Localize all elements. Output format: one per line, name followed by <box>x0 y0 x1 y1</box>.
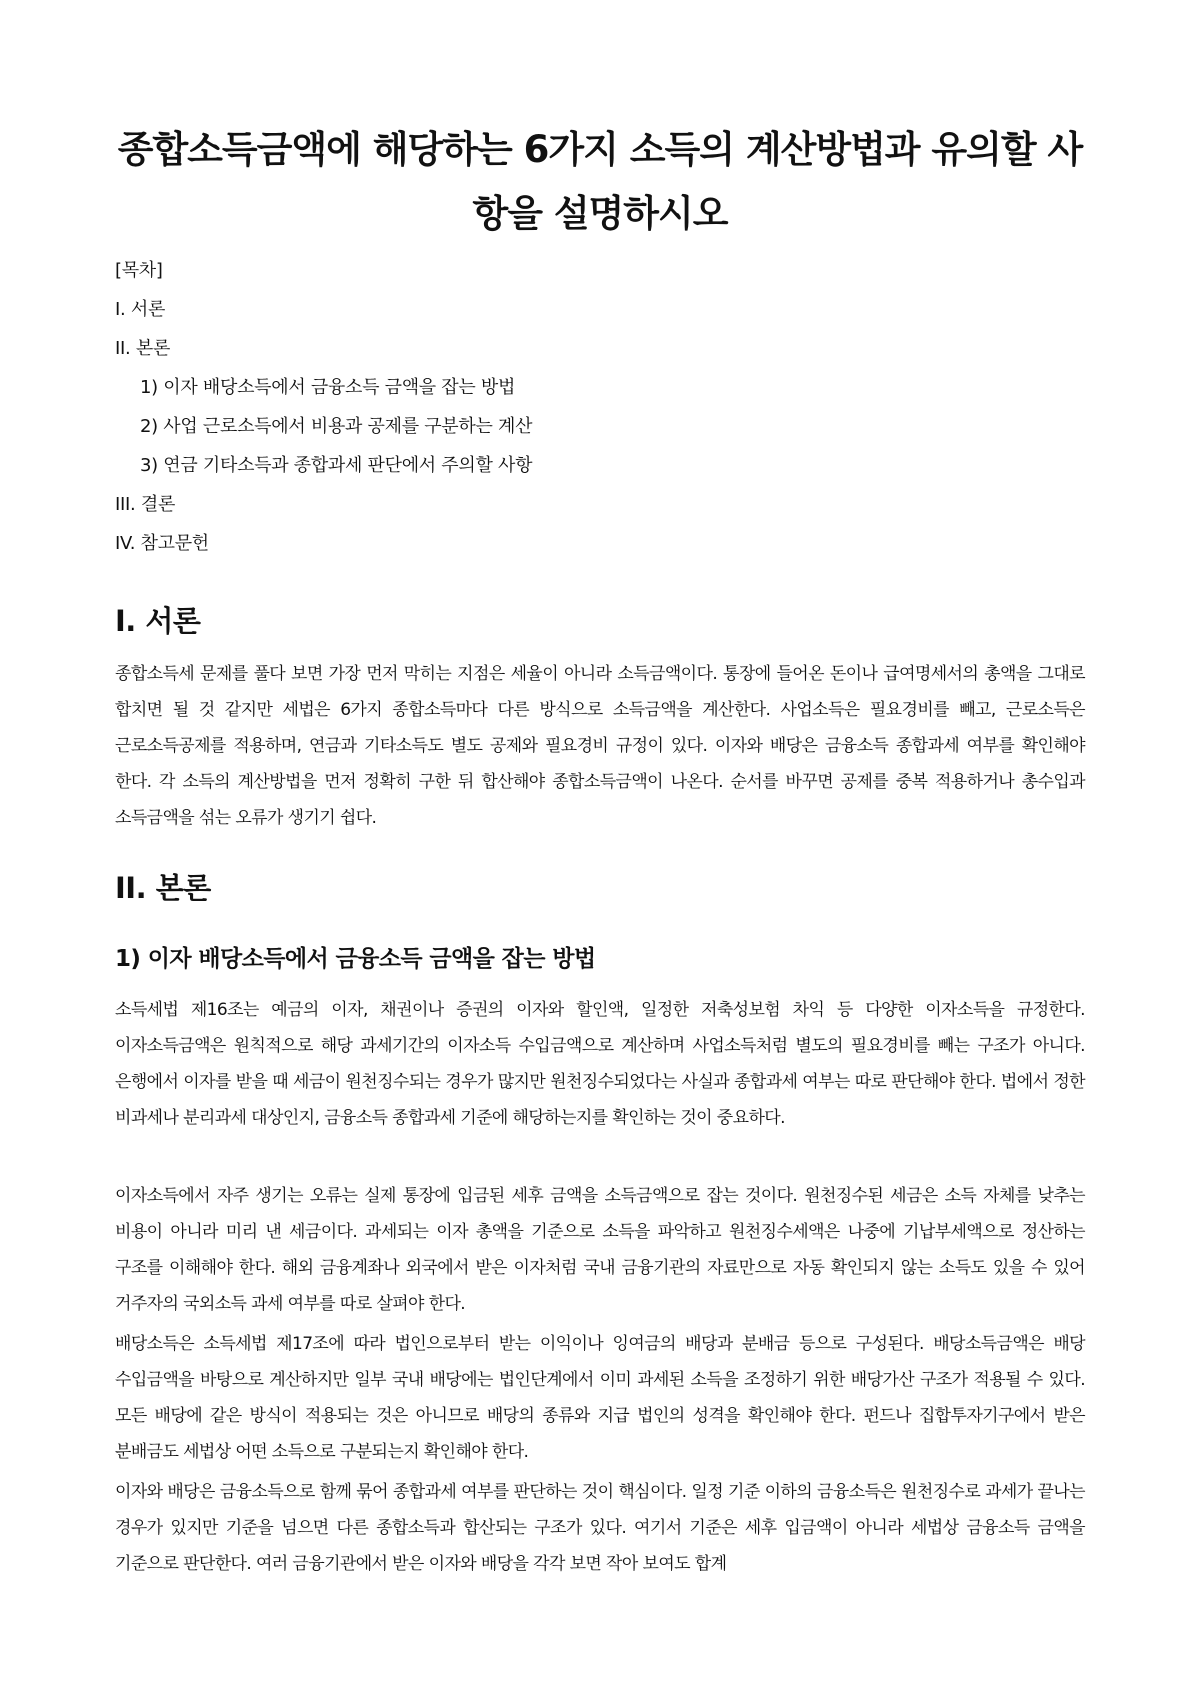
body-paragraph-interest-income: 소득세법 제16조는 예금의 이자, 채권이나 증권의 이자와 할인액, 일정한 저축성보험 차익 등 다양한 이자소득을 규정한다. 이자소득금액은 원칙적으로 해당 과세기간의 이자소득 수입금액으로 계산하며 사업소득처럼 별도의 필요경비를 빼는 구조가 아니다. 은행에서 이자를 받을 때 세금이 원천징수되는 경우가 많지만 원천징수되었다는 사실과 종합과세 여부는 따로 판단해야 한다. 법에서 정한 비과세나 분리과세 대상인지, 금융소득 종합과세 기준에 해당하는지를 확인하는 것이 중요하다. <box>115 1000 1085 1128</box>
toc-item-conclusion: III. 결론 <box>115 494 176 515</box>
table-of-contents <box>115 251 1085 563</box>
toc-item-references: IV. 참고문헌 <box>115 533 209 554</box>
introduction-paragraph: 종합소득세 문제를 풀다 보면 가장 먼저 막히는 지점은 세율이 아니라 소득금액이다. 통장에 들어온 돈이나 급여명세서의 총액을 그대로 합치면 될 것 같지만 세법은 6가지 종합소득마다 다른 방식으로 소득금액을 계산한다. 사업소득은 필요경비를 빼고, 근로소득은 근로소득공제를 적용하며, 연금과 기타소득도 별도 공제와 필요경비 규정이 있다. 이자와 배당은 금융소득 종합과세 여부를 확인해야 한다. 각 소득의 계산방법을 먼저 정확히 구한 뒤 합산해야 종합소득금액이 나온다. 순서를 바꾸면 공제를 중복 적용하거나 총수입과 소득금액을 섞는 오류가 생기기 쉽다. <box>115 664 1085 828</box>
toc-heading: [목차] <box>115 260 163 281</box>
toc-item-introduction: I. 서론 <box>115 299 166 320</box>
section-heading-introduction: I. 서론 <box>115 604 201 638</box>
body-paragraph-dividend-income: 배당소득은 소득세법 제17조에 따라 법인으로부터 받는 이익이나 잉여금의 배당과 분배금 등으로 구성된다. 배당소득금액은 배당 수입금액을 바탕으로 계산하지만 일부 국내 배당에는 법인단계에서 이미 과세된 소득을 조정하기 위한 배당가산 구조가 적용될 수 있다. 모든 배당에 같은 방식이 적용되는 것은 아니므로 배당의 종류와 지급 법인의 성격을 확인해야 한다. 펀드나 집합투자기구에서 받은 분배금도 세법상 어떤 소득으로 구분되는지 확인해야 한다. <box>115 1334 1085 1462</box>
toc-item-pension-other-income: 3) 연금 기타소득과 종합과세 판단에서 주의할 사항 <box>140 455 533 476</box>
subsection-heading-financial-income: 1) 이자 배당소득에서 금융소득 금액을 잡는 방법 <box>115 946 596 972</box>
body-paragraph-financial-income-aggregation: 이자와 배당은 금융소득으로 함께 묶어 종합과세 여부를 판단하는 것이 핵심이다. 일정 기준 이하의 금융소득은 원천징수로 과세가 끝나는 경우가 있지만 기준을 넘으면 다른 종합소득과 합산되는 구조가 있다. 여기서 기준은 세후 입금액이 아니라 세법상 금융소득 금액을 기준으로 판단한다. 여러 금융기관에서 받은 이자와 배당을 각각 보면 작아 보여도 합계 <box>115 1482 1085 1574</box>
section-heading-main-body: II. 본론 <box>115 871 211 905</box>
toc-item-financial-income: 1) 이자 배당소득에서 금융소득 금액을 잡는 방법 <box>140 377 516 398</box>
body-paragraph-withholding-errors: 이자소득에서 자주 생기는 오류는 실제 통장에 입금된 세후 금액을 소득금액으로 잡는 것이다. 원천징수된 세금은 소득 자체를 낮추는 비용이 아니라 미리 낸 세금이다. 과세되는 이자 총액을 기준으로 소득을 파악하고 원천징수세액은 나중에 기납부세액으로 정산하는 구조를 이해해야 한다. 해외 금융계좌나 외국에서 받은 이자처럼 국내 금융기관의 자료만으로 자동 확인되지 않는 소득도 있을 수 있어 거주자의 국외소득 과세 여부를 따로 살펴야 한다. <box>115 1186 1085 1314</box>
toc-item-business-employment-income: 2) 사업 근로소득에서 비용과 공제를 구분하는 계산 <box>140 416 533 437</box>
document-title: 종합소득금액에 해당하는 6가지 소득의 계산방법과 유의할 사항을 설명하시오 <box>117 128 1083 235</box>
toc-item-main-body: II. 본론 <box>115 338 171 359</box>
